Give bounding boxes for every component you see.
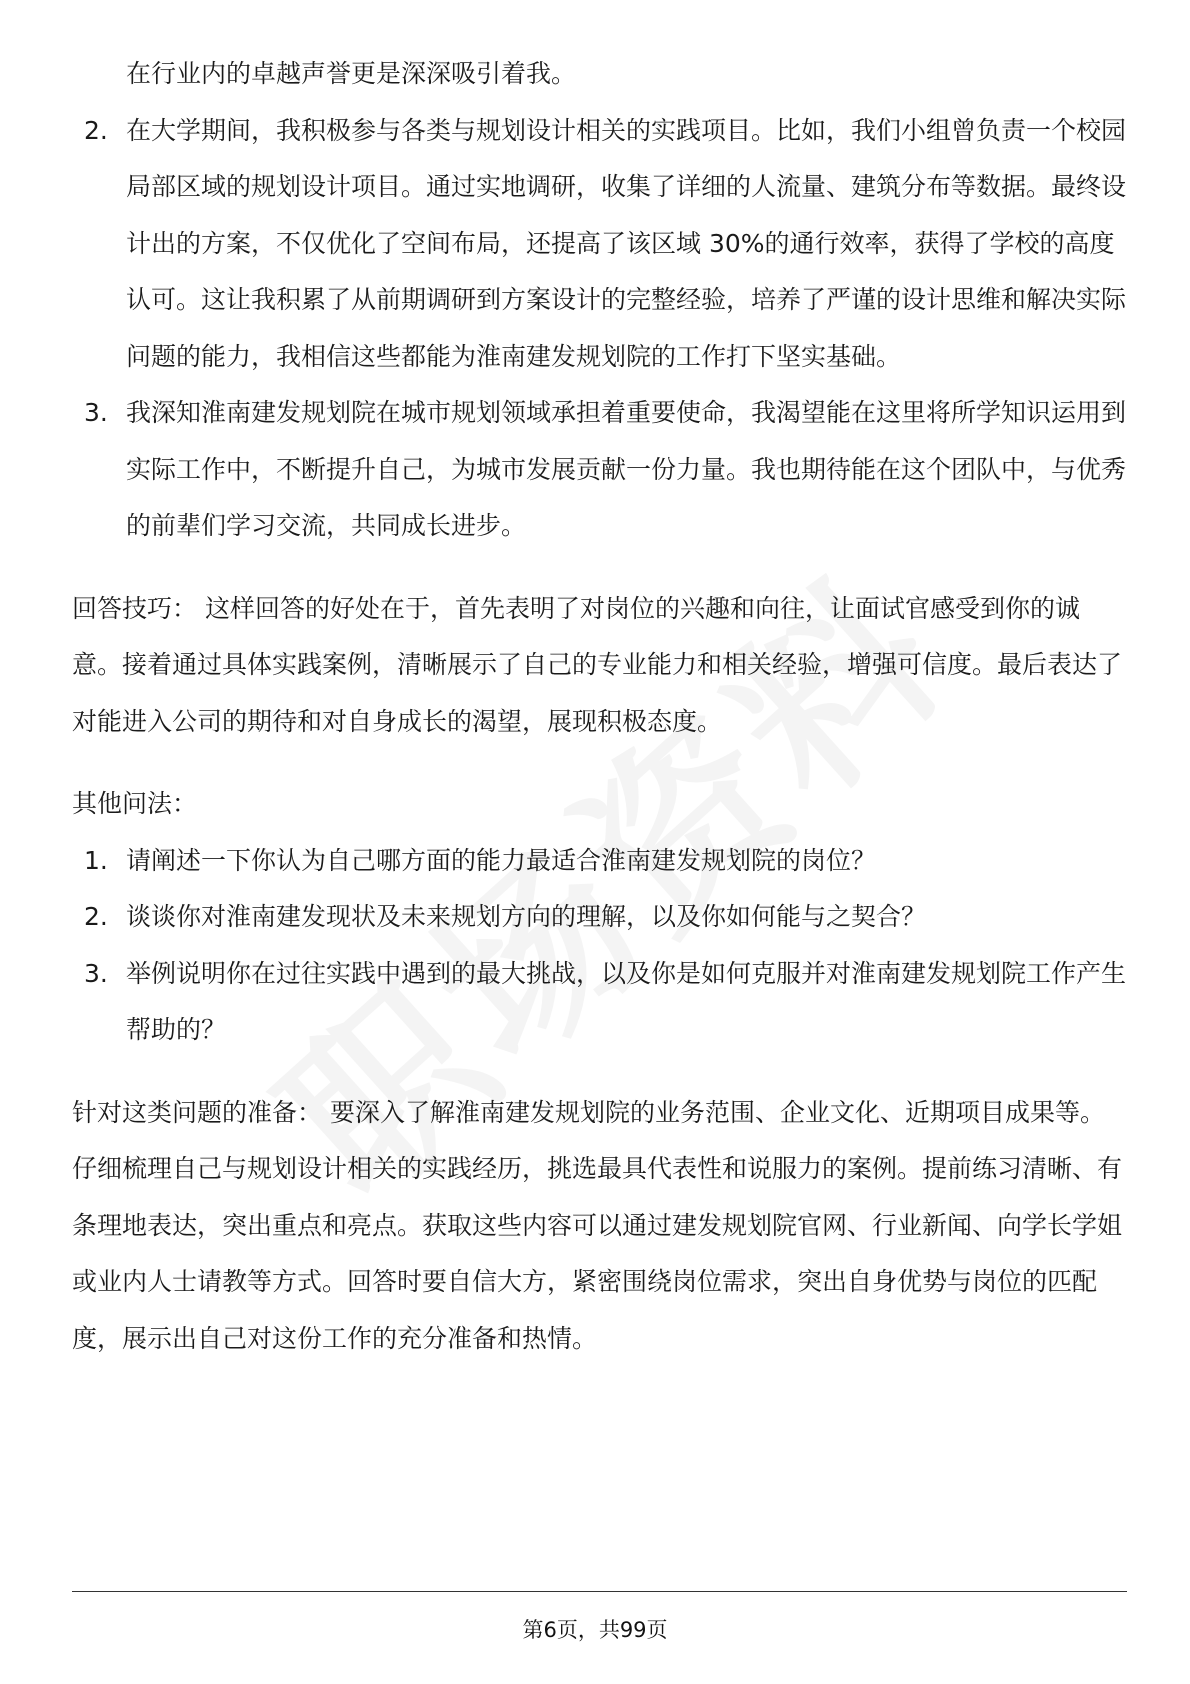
list-item-number: 1. <box>84 845 108 875</box>
list-item <box>72 385 1127 555</box>
list-item <box>72 946 1127 1059</box>
list-item-text: 在大学期间，我积极参与各类与规划设计相关的实践项目。比如，我们小组曾负责一个校园局部区域的规划设计项目。通过实地调研，收集了详细的人流量、建筑分布等数据。最终设计出的方案，不仅优化了空间布局，还提高了该区域 30%的通行效率，获得了学校的高度认可。这让我积累了从前期调研到方案设计的完整经验，培养了严谨的设计思维和解决实际问题的能力，我相信这些都能为淮南建发规划院的工作打下坚实基础。 <box>126 115 1127 371</box>
list-item <box>72 889 1127 946</box>
answer-list <box>72 103 1127 555</box>
page-content <box>72 46 1127 1367</box>
list-item-number: 3. <box>84 958 108 988</box>
other-questions-heading: 其他问法： <box>72 789 198 818</box>
list-item-number: 2. <box>84 115 108 145</box>
intro-continuation: 在行业内的卓越声誉更是深深吸引着我。 <box>126 59 577 88</box>
list-item-text: 我深知淮南建发规划院在城市规划领域承担着重要使命，我渴望能在这里将所学知识运用到实际工作中，不断提升自己，为城市发展贡献一份力量。我也期待能在这个团队中，与优秀的前辈们学习交流，共同成长进步。 <box>126 398 1127 540</box>
other-questions-list <box>72 833 1127 1059</box>
list-item-number: 3. <box>84 398 108 427</box>
list-item-text: 谈谈你对淮南建发现状及未来规划方向的理解，以及你如何能与之契合？ <box>126 902 927 931</box>
page-number: 第6页，共99页 <box>522 1618 668 1642</box>
footer-divider <box>72 1591 1127 1592</box>
list-item-text: 请阐述一下你认为自己哪方面的能力最适合淮南建发规划院的岗位？ <box>126 845 877 875</box>
list-item-number: 2. <box>84 902 108 931</box>
list-item <box>72 833 1127 890</box>
preparation-advice: 针对这类问题的准备： 要深入了解淮南建发规划院的业务范围、企业文化、近期项目成果等。仔细梳理自己与规划设计相关的实践经历，挑选最具代表性和说服力的案例。提前练习清晰、有条理地表达，突出重点和亮点。获取这些内容可以通过建发规划院官网、行业新闻、向学长学姐或业内人士请教等方式。回答时要自信大方，紧密围绕岗位需求，突出自身优势与岗位的匹配度，展示出自己对这份工作的充分准备和热情。 <box>72 1097 1123 1353</box>
list-item <box>72 103 1127 386</box>
list-item-text: 举例说明你在过往实践中遇到的最大挑战，以及你是如何克服并对淮南建发规划院工作产生帮助的？ <box>126 958 1127 1044</box>
answer-tips: 回答技巧： 这样回答的好处在于，首先表明了对岗位的兴趣和向往，让面试官感受到你的诚意。接着通过具体实践案例，清晰展示了自己的专业能力和相关经验，增强可信度。最后表达了对能进入公司的期待和对自身成长的渴望，展现积极态度。 <box>72 593 1123 736</box>
